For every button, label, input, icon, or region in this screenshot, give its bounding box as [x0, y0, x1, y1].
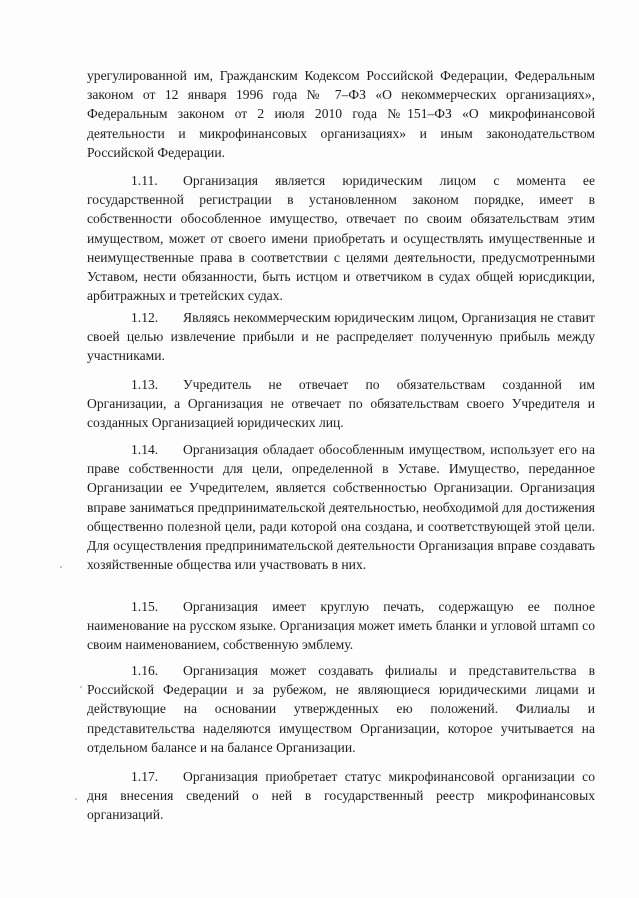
paragraph-number: 1.17.	[131, 769, 159, 784]
scan-speck	[75, 798, 77, 800]
paragraph-number: 1.11.	[131, 173, 158, 188]
paragraph-1-16	[87, 661, 595, 757]
paragraph-1-17	[87, 767, 595, 825]
paragraph-1-15	[87, 597, 595, 655]
paragraph-text: Организация может создавать филиалы и представительства в Российской Федерации и за рубежом, не являющиеся юридическими лицами и действующие на основании утвержденных ею положений. Филиалы и представительства наделяются имуществом Организации, которое учитывается на отдельном балансе и на балансе Организации.	[87, 663, 595, 755]
paragraph-number: 1.15.	[131, 599, 159, 614]
paragraph-text: урегулированной им, Гражданским Кодексом Российской Федерации, Федеральным законом от 12 января 1996 года № 7–ФЗ «О некоммерческих организациях», Федеральным законом от 2 июля 2010 года №151–ФЗ «О микрофинансовой деятельности и микрофинансовых организациях» и иным законодательством Российской Федерации.	[87, 68, 595, 160]
paragraph-number: 1.16.	[131, 663, 159, 678]
paragraph-number: 1.13.	[131, 377, 159, 392]
scan-speck	[60, 566, 62, 568]
paragraph-text: Организация приобретает статус микрофинансовой организации со дня внесения сведений о ней в государственный реестр микрофинансовых организаций.	[87, 769, 595, 823]
scan-speck	[80, 686, 82, 688]
paragraph-number: 1.12.	[131, 310, 159, 325]
paragraph-text: Организация обладает обособленным имуществом, использует его на праве собственности для цели, определенной в Уставе. Имущество, переданное Организации ее Учредителем, является собственностью Организации. Организация вправе заниматься предпринимательской деятельностью, необходимой для достижения общественно полезной цели, ради которой она создана, и соответствующей этой цели. Для осуществления предпринимательской деятельности Организация вправе создавать хозяйственные общества или участвовать в них.	[87, 442, 595, 573]
paragraph-text: Учредитель не отвечает по обязательствам созданной им Организации, а Организация не отвечает по обязательствам своего Учредителя и созданных Организацией юридических лиц.	[87, 377, 595, 431]
paragraph-continuation	[87, 66, 595, 162]
paragraph-number: 1.14.	[131, 442, 159, 457]
paragraph-text: Организация имеет круглую печать, содержащую ее полное наименование на русском языке. Организация может иметь бланки и угловой штамп со своим наименованием, собственную эмблему.	[87, 599, 595, 653]
paragraph-text: Организация является юридическим лицом с момента ее государственной регистрации в установленном законом порядке, имеет в собственности обособленное имущество, отвечает по своим обязательствам этим имуществом, может от своего имени приобретать и осуществлять имущественные и неимущественные права в соответствии с целями деятельности, предусмотренными Уставом, нести обязанности, быть истцом и ответчиком в судах общей юрисдикции, арбитражных и третейских судах.	[87, 173, 595, 304]
paragraph-1-11	[87, 171, 595, 305]
paragraph-text: Являясь некоммерческим юридическим лицом, Организация не ставит своей целью извлечение прибыли и не распределяет полученную прибыль между участниками.	[87, 310, 595, 364]
paragraph-1-12	[87, 308, 595, 366]
paragraph-1-13	[87, 375, 595, 433]
paragraph-1-14	[87, 440, 595, 574]
